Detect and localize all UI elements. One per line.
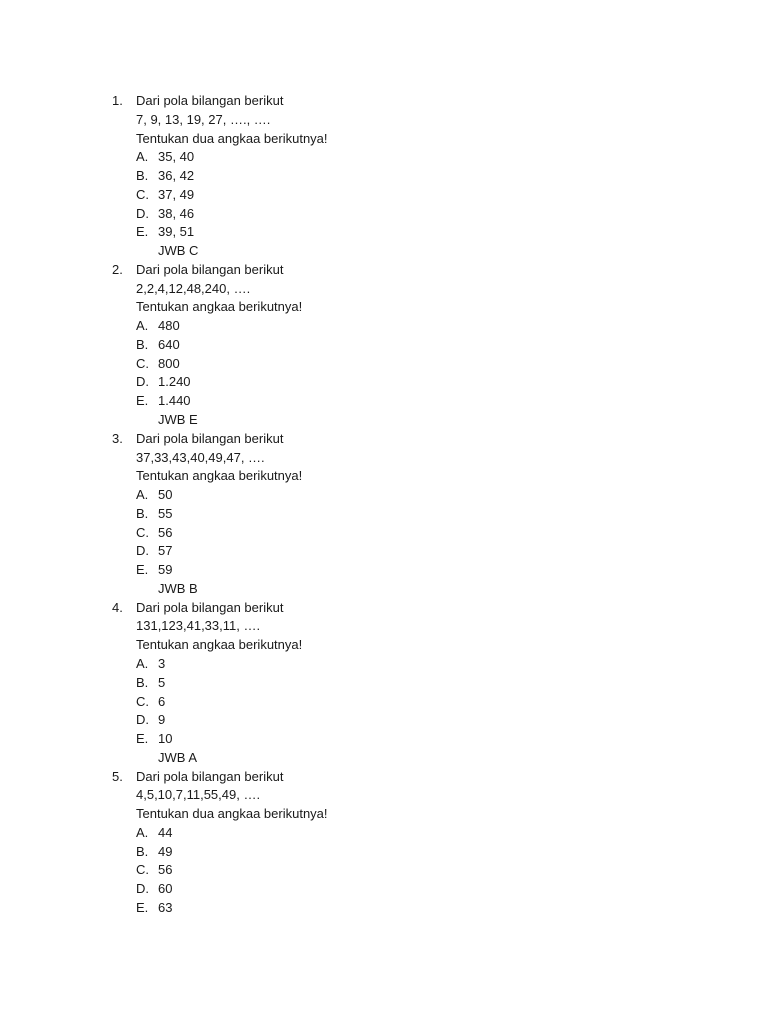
option-e: [112, 730, 712, 749]
option-letter: E.: [136, 899, 149, 915]
option-text: 6: [158, 693, 166, 709]
option-letter: E.: [136, 562, 149, 578]
option-letter: E.: [136, 393, 149, 409]
question-header: [112, 261, 712, 280]
question-prompt: Dari pola bilangan berikut: [136, 430, 284, 446]
option-letter: C.: [136, 524, 149, 540]
option-text: 35, 40: [158, 149, 195, 165]
option-b: [112, 167, 712, 186]
option-text: 9: [158, 712, 166, 728]
question-number: 2.: [112, 261, 123, 277]
question-1: [112, 92, 712, 261]
option-letter: A.: [136, 824, 149, 840]
option-a: [112, 317, 712, 336]
option-letter: B.: [136, 674, 149, 690]
option-text: 800: [158, 355, 180, 371]
option-d: [112, 205, 712, 224]
question-sequence: 2,2,4,12,48,240, ….: [136, 280, 251, 296]
option-d: [112, 711, 712, 730]
option-text: 55: [158, 505, 173, 521]
option-b: [112, 336, 712, 355]
question-prompt: Dari pola bilangan berikut: [136, 93, 284, 108]
question-header: [112, 430, 712, 449]
question-3: [112, 430, 712, 599]
question-instruction: Tentukan angkaa berikutnya!: [136, 468, 303, 484]
question-header: [112, 599, 712, 618]
option-c: [112, 186, 712, 205]
option-text: 39, 51: [158, 224, 195, 240]
question-number: 1.: [112, 93, 123, 108]
option-c: [112, 693, 712, 712]
question-instruction: Tentukan dua angkaa berikutnya!: [136, 130, 328, 146]
option-text: 60: [158, 881, 173, 897]
option-text: 44: [158, 824, 173, 840]
option-letter: D.: [136, 881, 149, 897]
question-number: 5.: [112, 768, 123, 784]
option-a: [112, 655, 712, 674]
option-e: [112, 392, 712, 411]
option-letter: E.: [136, 224, 149, 240]
answer-key: JWB B: [158, 580, 198, 596]
option-text: 59: [158, 562, 173, 578]
option-letter: C.: [136, 862, 149, 878]
option-e: [112, 561, 712, 580]
option-letter: B.: [136, 168, 149, 184]
option-letter: B.: [136, 505, 149, 521]
question-2: [112, 261, 712, 430]
option-a: [112, 486, 712, 505]
option-letter: D.: [136, 374, 149, 390]
option-text: 56: [158, 862, 173, 878]
option-text: 37, 49: [158, 186, 195, 202]
option-text: 63: [158, 899, 173, 915]
option-letter: D.: [136, 712, 149, 728]
question-number: 3.: [112, 430, 123, 446]
question-number: 4.: [112, 599, 123, 615]
question-sequence: 131,123,41,33,11, ….: [136, 618, 261, 634]
question-sequence: 37,33,43,40,49,47, ….: [136, 449, 265, 465]
option-text: 36, 42: [158, 168, 195, 184]
question-4: [112, 599, 712, 768]
option-letter: A.: [136, 318, 149, 334]
option-text: 5: [158, 674, 166, 690]
option-c: [112, 355, 712, 374]
question-5: [112, 768, 712, 918]
option-letter: D.: [136, 205, 149, 221]
option-d: [112, 373, 712, 392]
question-instruction: Tentukan dua angkaa berikutnya!: [136, 806, 328, 822]
option-d: [112, 880, 712, 899]
option-e: [112, 223, 712, 242]
answer-key: JWB E: [158, 412, 198, 428]
option-text: 38, 46: [158, 205, 195, 221]
option-b: [112, 505, 712, 524]
option-d: [112, 542, 712, 561]
answer-key: JWB C: [158, 243, 199, 259]
question-prompt: Dari pola bilangan berikut: [136, 599, 284, 615]
option-text: 50: [158, 487, 173, 503]
option-text: 49: [158, 843, 173, 859]
option-letter: E.: [136, 731, 149, 747]
option-letter: D.: [136, 543, 149, 559]
option-letter: A.: [136, 149, 149, 165]
question-instruction: Tentukan angkaa berikutnya!: [136, 637, 303, 653]
question-header: [112, 768, 712, 787]
option-a: [112, 824, 712, 843]
option-text: 480: [158, 318, 180, 334]
option-text: 1.240: [158, 374, 191, 390]
question-list: [112, 92, 712, 918]
option-e: [112, 899, 712, 918]
option-letter: A.: [136, 655, 149, 671]
question-sequence: 7, 9, 13, 19, 27, …., ….: [136, 111, 271, 127]
option-a: [112, 148, 712, 167]
option-text: 10: [158, 731, 173, 747]
option-letter: C.: [136, 355, 149, 371]
option-c: [112, 524, 712, 543]
question-sequence: 4,5,10,7,11,55,49, ….: [136, 787, 261, 803]
option-text: 56: [158, 524, 173, 540]
option-letter: B.: [136, 336, 149, 352]
question-prompt: Dari pola bilangan berikut: [136, 768, 284, 784]
option-b: [112, 674, 712, 693]
option-text: 1.440: [158, 393, 191, 409]
question-prompt: Dari pola bilangan berikut: [136, 261, 284, 277]
question-header: [112, 92, 712, 111]
option-b: [112, 843, 712, 862]
option-letter: C.: [136, 693, 149, 709]
answer-key: JWB A: [158, 749, 198, 765]
question-instruction: Tentukan angkaa berikutnya!: [136, 299, 303, 315]
option-letter: B.: [136, 843, 149, 859]
option-text: 3: [158, 655, 166, 671]
option-text: 57: [158, 543, 173, 559]
option-text: 640: [158, 336, 180, 352]
option-letter: A.: [136, 487, 149, 503]
option-letter: C.: [136, 186, 149, 202]
option-c: [112, 861, 712, 880]
